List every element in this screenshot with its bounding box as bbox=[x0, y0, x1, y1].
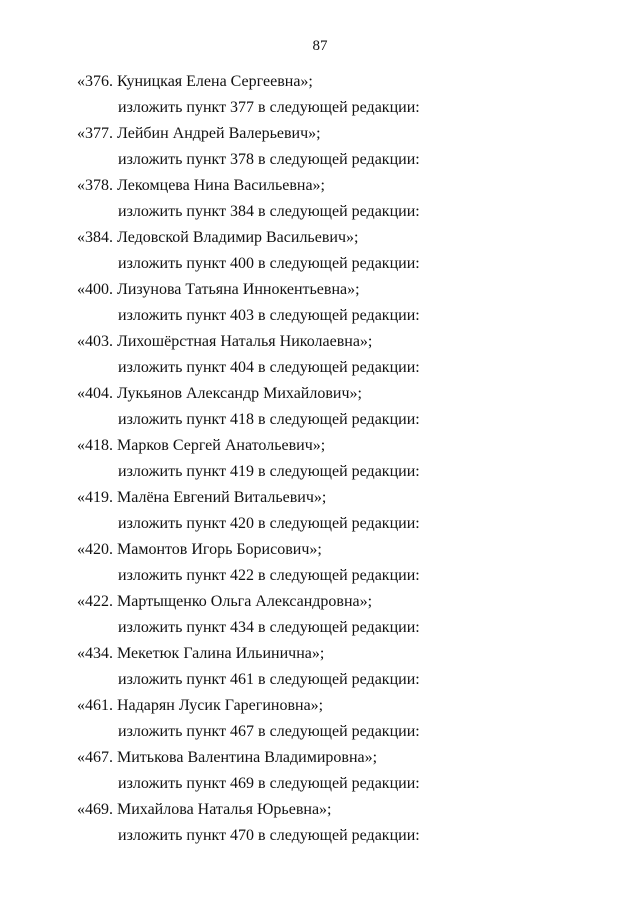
entry-list bbox=[0, 72, 640, 852]
entry-instruction: изложить пункт 422 в следующей редакции: bbox=[118, 567, 420, 584]
entry-name: «400. Лизунова Татьяна Иннокентьевна»; bbox=[77, 281, 360, 298]
list-item bbox=[0, 176, 640, 228]
list-item bbox=[0, 124, 640, 176]
entry-instruction: изложить пункт 404 в следующей редакции: bbox=[118, 359, 420, 376]
entry-name: «419. Малёна Евгений Витальевич»; bbox=[77, 489, 327, 506]
entry-name: «418. Марков Сергей Анатольевич»; bbox=[77, 437, 326, 454]
list-item bbox=[0, 228, 640, 280]
list-item bbox=[0, 72, 640, 124]
list-item bbox=[0, 436, 640, 488]
entry-name: «384. Ледовской Владимир Васильевич»; bbox=[77, 229, 359, 246]
entry-name: «422. Мартыщенко Ольга Александровна»; bbox=[77, 593, 373, 610]
list-item bbox=[0, 800, 640, 852]
entry-name: «434. Мекетюк Галина Ильинична»; bbox=[77, 645, 325, 662]
entry-instruction: изложить пункт 400 в следующей редакции: bbox=[118, 255, 420, 272]
list-item bbox=[0, 384, 640, 436]
entry-instruction: изложить пункт 384 в следующей редакции: bbox=[118, 203, 420, 220]
list-item bbox=[0, 748, 640, 800]
entry-instruction: изложить пункт 418 в следующей редакции: bbox=[118, 411, 420, 428]
entry-instruction: изложить пункт 434 в следующей редакции: bbox=[118, 619, 420, 636]
entry-name: «420. Мамонтов Игорь Борисович»; bbox=[77, 541, 322, 558]
entry-instruction: изложить пункт 467 в следующей редакции: bbox=[118, 723, 420, 740]
list-item bbox=[0, 488, 640, 540]
entry-name: «378. Лекомцева Нина Васильевна»; bbox=[77, 177, 325, 194]
list-item bbox=[0, 540, 640, 592]
entry-instruction: изложить пункт 470 в следующей редакции: bbox=[118, 827, 420, 844]
entry-name: «403. Лихошёрстная Наталья Николаевна»; bbox=[77, 333, 373, 350]
list-item bbox=[0, 696, 640, 748]
entry-name: «467. Митькова Валентина Владимировна»; bbox=[77, 749, 378, 766]
entry-instruction: изложить пункт 420 в следующей редакции: bbox=[118, 515, 420, 532]
list-item bbox=[0, 332, 640, 384]
entry-instruction: изложить пункт 461 в следующей редакции: bbox=[118, 671, 420, 688]
entry-instruction: изложить пункт 419 в следующей редакции: bbox=[118, 463, 420, 480]
entry-name: «461. Надарян Лусик Гарегиновна»; bbox=[77, 697, 324, 714]
page-number: 87 bbox=[312, 38, 328, 54]
entry-instruction: изложить пункт 378 в следующей редакции: bbox=[118, 151, 420, 168]
entry-name: «377. Лейбин Андрей Валерьевич»; bbox=[77, 125, 321, 142]
entry-instruction: изложить пункт 403 в следующей редакции: bbox=[118, 307, 420, 324]
list-item bbox=[0, 280, 640, 332]
entry-name: «469. Михайлова Наталья Юрьевна»; bbox=[77, 801, 332, 818]
entry-name: «404. Лукьянов Александр Михайлович»; bbox=[77, 385, 362, 402]
entry-name: «376. Куницкая Елена Сергеевна»; bbox=[77, 73, 313, 90]
list-item bbox=[0, 592, 640, 644]
list-item bbox=[0, 644, 640, 696]
entry-instruction: изложить пункт 377 в следующей редакции: bbox=[118, 99, 420, 116]
entry-instruction: изложить пункт 469 в следующей редакции: bbox=[118, 775, 420, 792]
